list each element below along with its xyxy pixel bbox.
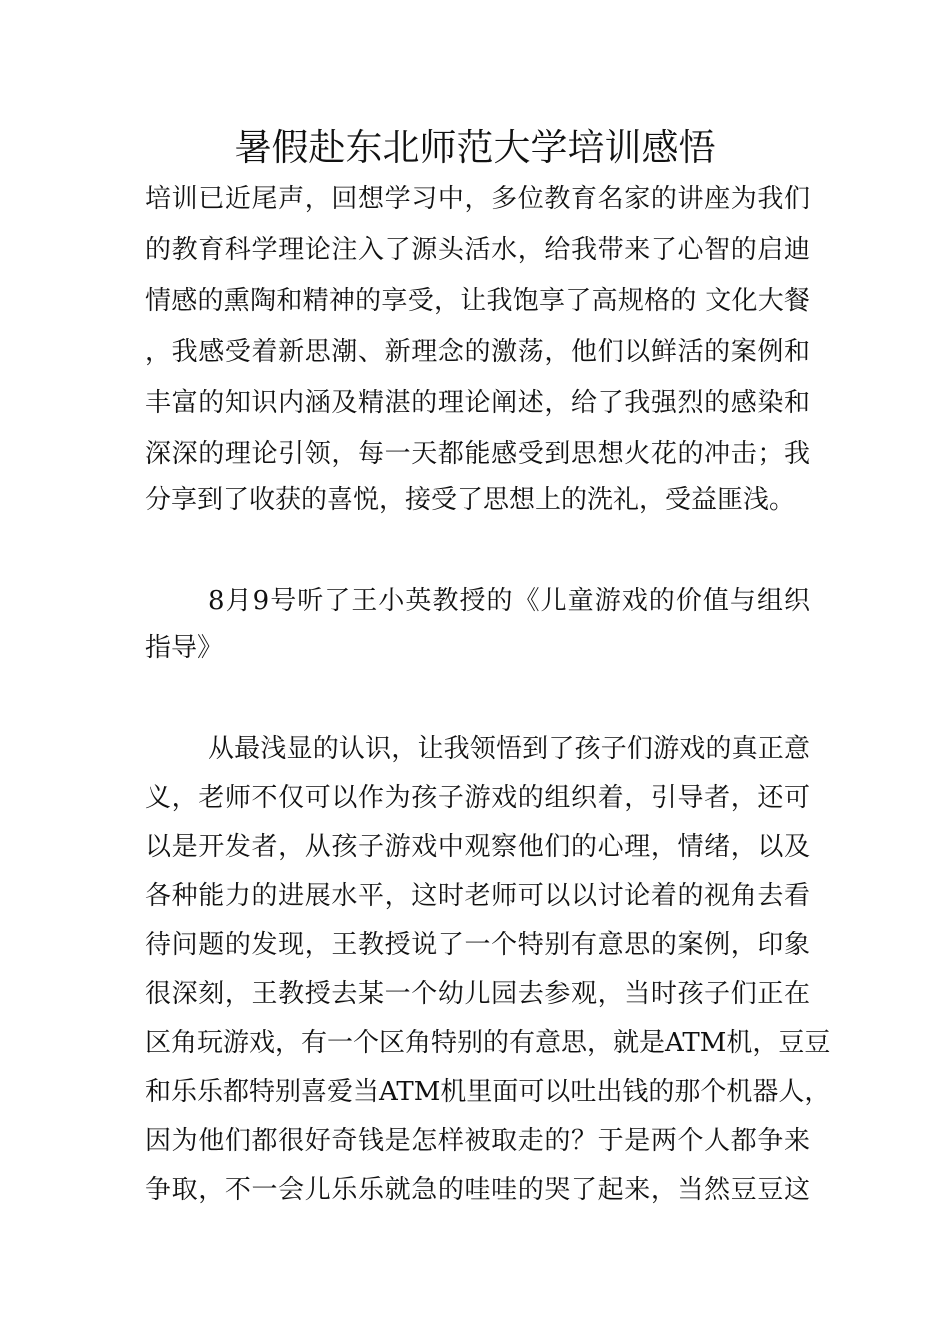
paragraph-3-line-10: 争取，不一会儿乐乐就急的哇哇的哭了起来，当然豆豆这 xyxy=(145,1175,810,1205)
paragraph-3-line-4: 各种能力的进展水平，这时老师可以以讨论着的视角去看 xyxy=(145,881,810,911)
paragraph-1-line-7: 分享到了收获的喜悦，接受了思想上的洗礼，受益匪浅。 xyxy=(145,485,796,515)
paragraph-1-line-4: ，我感受着新思潮、新理念的激荡，他们以鲜活的案例和 xyxy=(145,337,810,367)
paragraph-1-line-3: 情感的熏陶和精神的享受，让我饱享了高规格的 文化大餐 xyxy=(145,286,810,316)
paragraph-2-line-2: 指导》 xyxy=(145,633,224,663)
paragraph-1-line-1: 培训已近尾声，回想学习中，多位教育名家的讲座为我们 xyxy=(145,184,810,214)
paragraph-1-line-5: 丰富的知识内涵及精湛的理论阐述，给了我强烈的感染和 xyxy=(145,388,810,418)
paragraph-2-line-1: 8月9号听了王小英教授的《儿童游戏的价值与组织 xyxy=(208,586,810,616)
paragraph-1-line-2: 的教育科学理论注入了源头活水，给我带来了心智的启迪 xyxy=(145,235,810,265)
paragraph-3-line-3: 以是开发者，从孩子游戏中观察他们的心理，情绪，以及 xyxy=(145,832,810,862)
paragraph-3-line-6: 很深刻，王教授去某一个幼儿园去参观，当时孩子们正在 xyxy=(145,979,810,1009)
paragraph-3-line-8: 和乐乐都特别喜爱当ATM机里面可以吐出钱的那个机器人， xyxy=(145,1077,831,1107)
paragraph-3-line-9: 因为他们都很好奇钱是怎样被取走的？于是两个人都争来 xyxy=(145,1126,810,1156)
paragraph-3-line-2: 义，老师不仅可以作为孩子游戏的组织着，引导者，还可 xyxy=(145,783,810,813)
paragraph-3-line-1: 从最浅显的认识，让我领悟到了孩子们游戏的真正意 xyxy=(208,734,810,764)
document-title: 暑假赴东北师范大学培训感悟 xyxy=(234,126,716,169)
paragraph-1-line-6: 深深的理论引领，每一天都能感受到思想火花的冲击；我 xyxy=(145,439,810,469)
paragraph-3-line-7: 区角玩游戏，有一个区角特别的有意思，就是ATM机，豆豆 xyxy=(145,1028,831,1058)
paragraph-3-line-5: 待问题的发现，王教授说了一个特别有意思的案例，印象 xyxy=(145,930,810,960)
